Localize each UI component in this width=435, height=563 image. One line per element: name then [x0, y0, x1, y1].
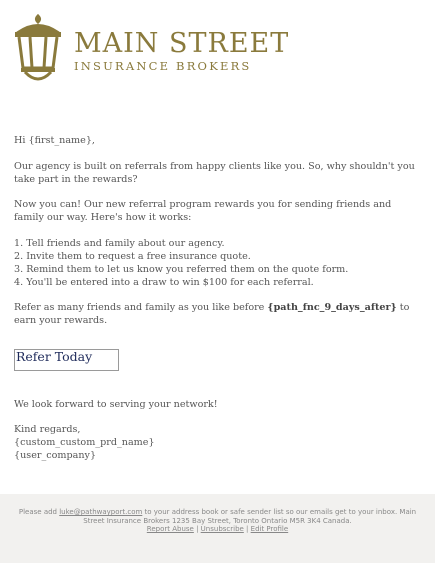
brand-name: MAIN STREET	[74, 28, 290, 59]
refer-before-text: Refer as many friends and family as you like before	[14, 302, 268, 313]
intro-paragraph: Our agency is built on referrals from happy clients like you. So, why shouldn't you take part in the rewards?	[14, 160, 415, 185]
unsubscribe-link[interactable]: Unsubscribe	[200, 525, 244, 534]
step-3: 3. Remind them to let us know you referred them on the quote form.	[14, 263, 349, 275]
lantern-icon	[10, 14, 66, 88]
step-1: 1. Tell friends and family about our agency.	[14, 237, 225, 249]
step-4: 4. You'll be entered into a draw to win $100 for each referral.	[14, 276, 314, 288]
report-abuse-link[interactable]: Report Abuse	[146, 525, 194, 534]
footer-text	[0, 494, 435, 534]
refer-paragraph	[14, 301, 424, 327]
steps-list	[14, 237, 424, 289]
footer-separator: |	[193, 525, 201, 534]
closing-line: We look forward to serving your network!	[14, 398, 218, 410]
edit-profile-link[interactable]: Edit Profile	[250, 525, 289, 534]
email-body	[14, 134, 424, 462]
refer-deadline: {path_fnc_9_days_after}	[267, 302, 397, 313]
sender-company: {user_company}	[14, 450, 97, 461]
footer-prefix: Please add	[18, 508, 60, 516]
refer-after-text: to earn your rewards.	[14, 302, 410, 326]
brand-tagline: INSURANCE BROKERS	[74, 59, 252, 73]
refer-today-button[interactable]: Refer Today	[14, 349, 119, 371]
footer-address: to your address book or safe sender list so our emails get to your inbox. Main Street Insurance Brokers 1235 Bay Street, Toronto Ontario M5R 3K4 Canada.	[83, 508, 417, 525]
email-footer	[0, 494, 435, 563]
brand-wordmark	[74, 29, 289, 73]
signature	[14, 423, 424, 462]
footer-separator: |	[243, 525, 251, 534]
brand-logo	[10, 14, 289, 88]
sender-email-link[interactable]: luke@pathwayport.com	[59, 508, 143, 516]
sender-name: {custom_custom_prd_name}	[14, 437, 155, 448]
step-2: 2. Invite them to request a free insurance quote.	[14, 250, 251, 262]
signoff: Kind regards,	[14, 424, 81, 435]
program-paragraph: Now you can! Our new referral program rewards you for sending friends and family our way. Here's how it works:	[14, 199, 392, 223]
greeting: Hi {first_name},	[14, 135, 95, 146]
